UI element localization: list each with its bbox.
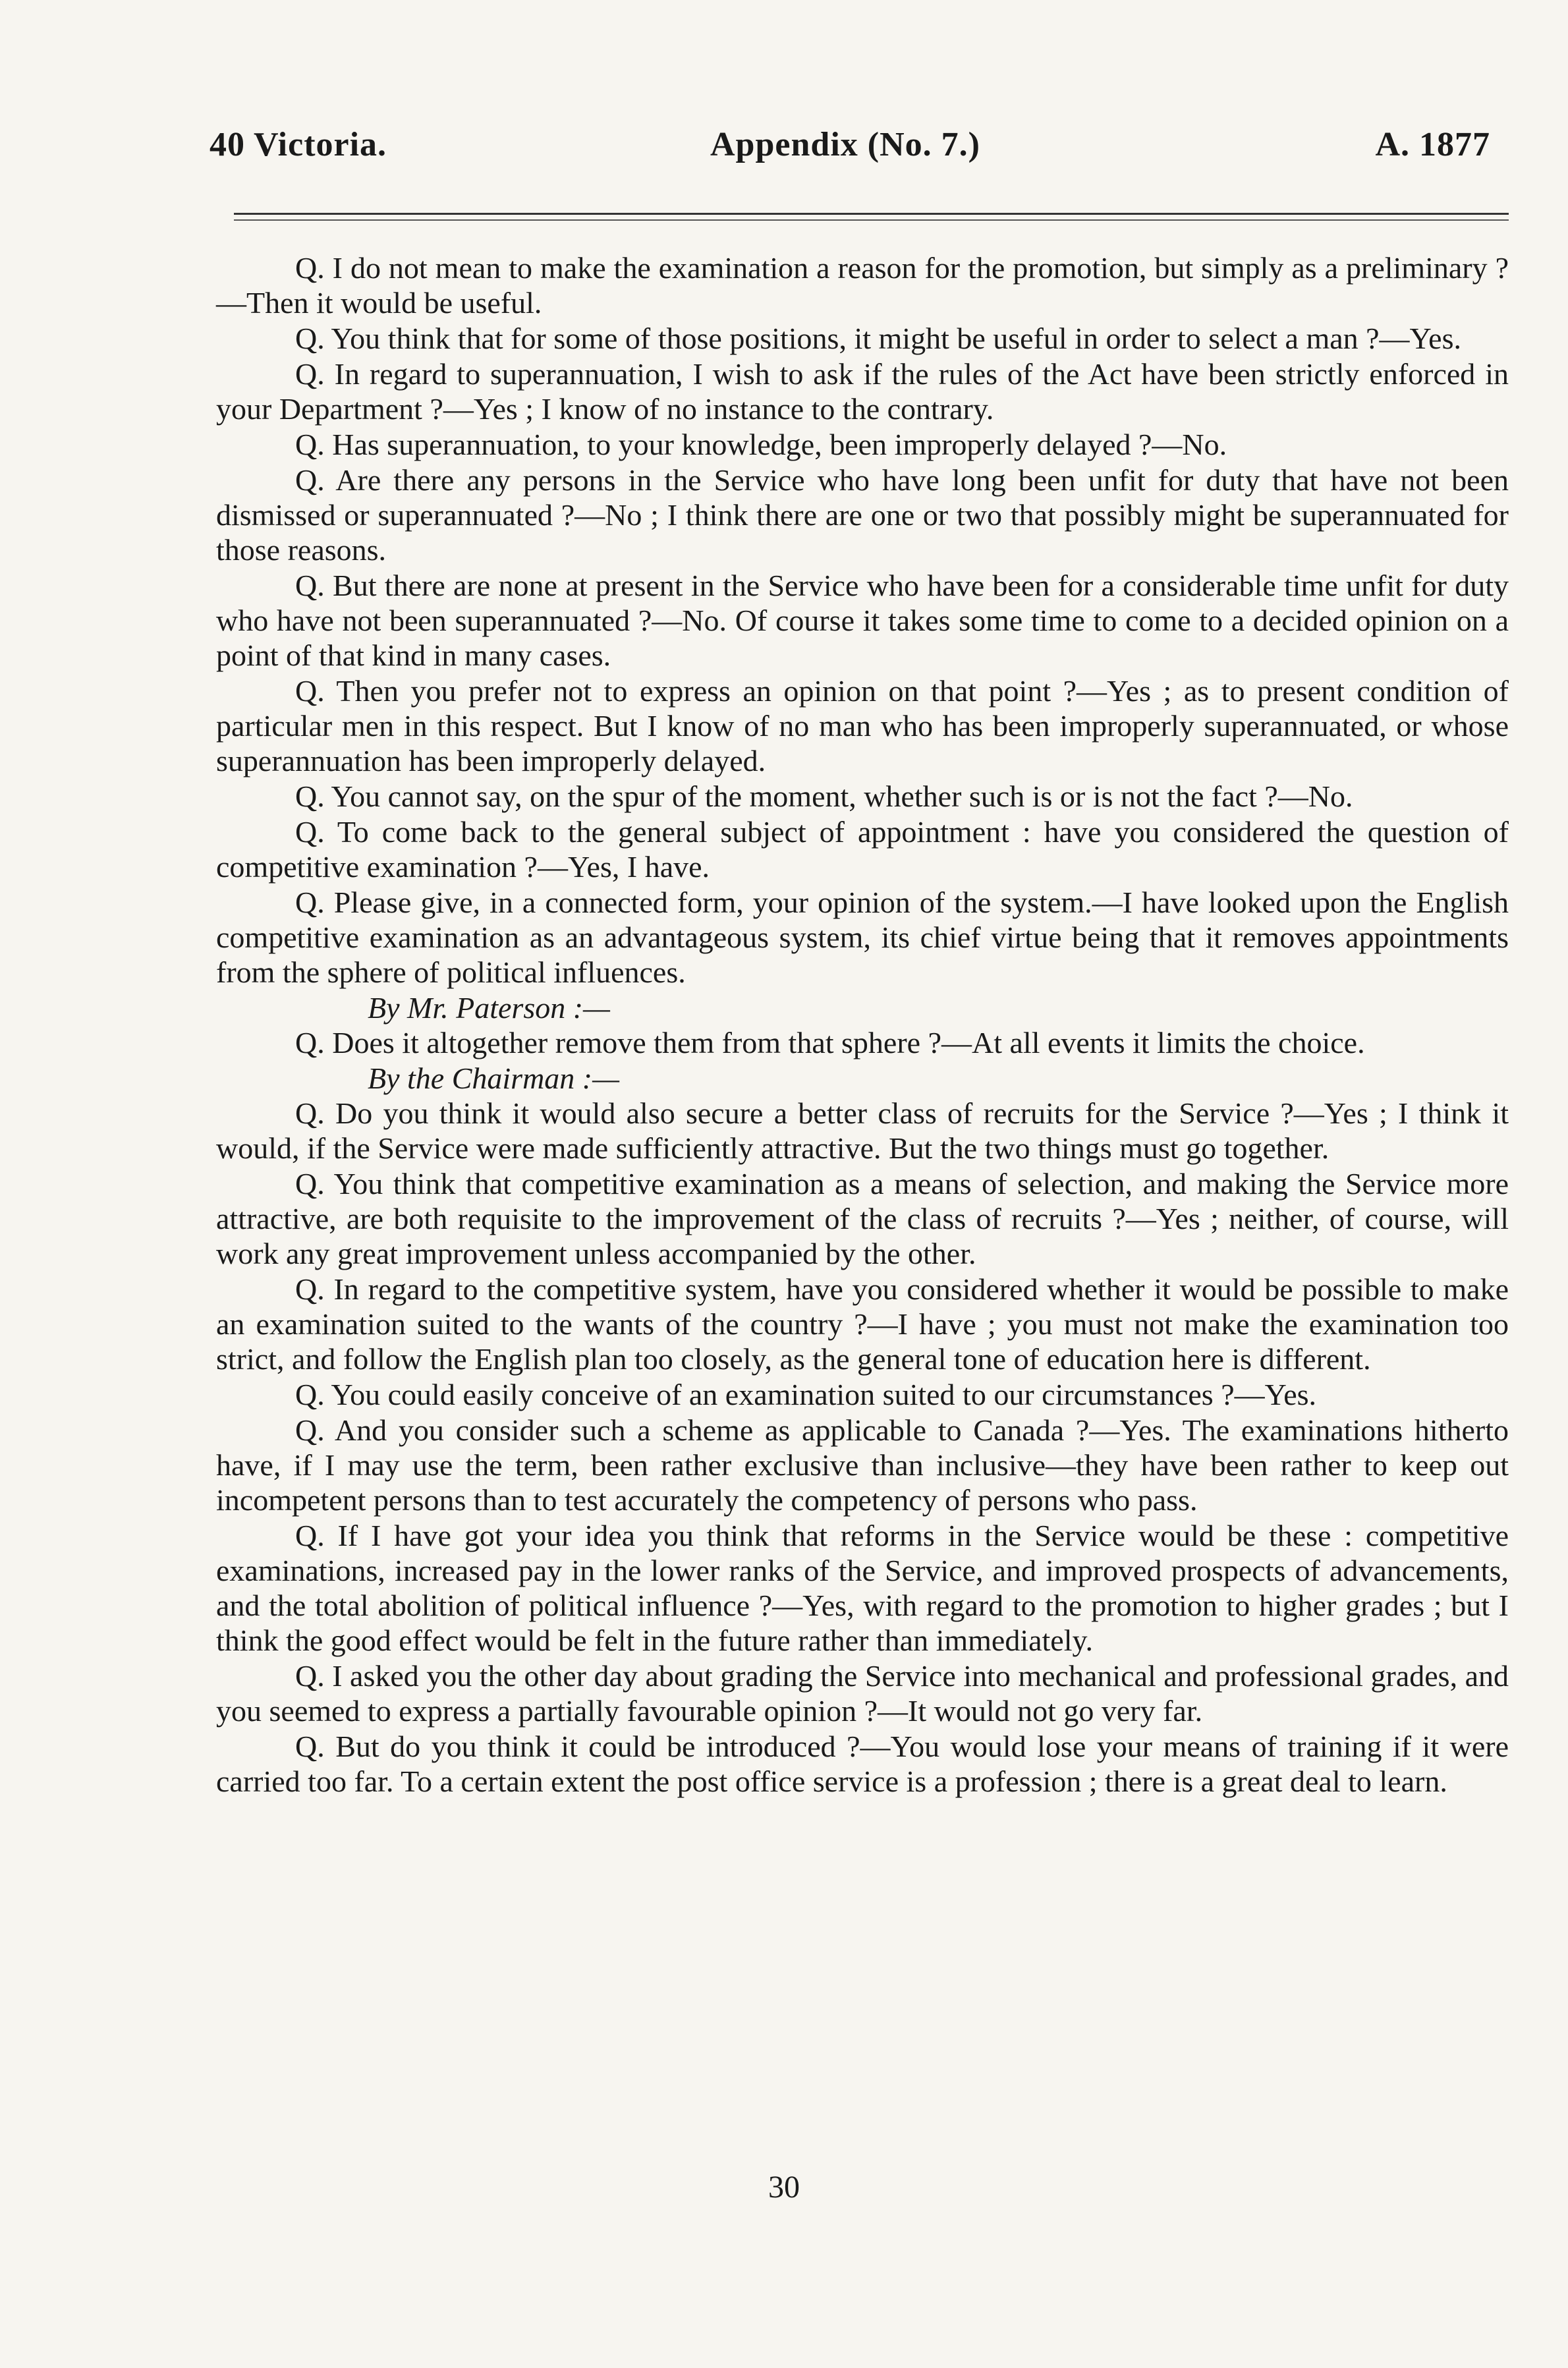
qa-paragraph: Q. Are there any persons in the Service who have long been unfit for duty that have not been dismissed or superannuated ?—No ; I think there are one or two that possibly might be superannuated for those reasons. bbox=[216, 463, 1509, 567]
qa-paragraph: Q. You think that competitive examination as a means of selection, and making the Service more attractive, are both requisite to the improvement of the class of recruits ?—Yes ; neither, of course, will work any great improvement unless accompanied by the other. bbox=[216, 1167, 1509, 1270]
header-session: 40 Victoria. bbox=[210, 126, 387, 163]
qa-paragraph: Q. But there are none at present in the Service who have been for a considerable time unfit for duty who have not been superannuated ?—No. Of course it takes some time to come to a decided opinion on a point of that kind in many cases. bbox=[216, 569, 1509, 672]
qa-paragraph: Q. You think that for some of those positions, it might be useful in order to select a man ?—Yes. bbox=[295, 322, 1461, 355]
qa-paragraph: Q. Does it altogether remove them from that sphere ?—At all events it limits the choice. bbox=[295, 1026, 1365, 1059]
qa-paragraph: Q. Do you think it would also secure a better class of recruits for the Service ?—Yes ; I think it would, if the Service were made sufficiently attractive. But the two things must go together. bbox=[216, 1096, 1509, 1165]
qa-paragraph: Q. Then you prefer not to express an opinion on that point ?—Yes ; as to present condition of particular men in this respect. But I know of no man who has been improperly superannuated, or whose superannuation has been improperly delayed. bbox=[216, 674, 1509, 777]
header-rule-thin bbox=[234, 219, 1509, 221]
qa-paragraph: Q. But do you think it could be introduced ?—You would lose your means of training if it were carried too far. To a certain extent the post office service is a profession ; there is a great deal to learn. bbox=[216, 1730, 1509, 1798]
header-year: A. 1877 bbox=[1375, 126, 1490, 163]
testimony-body bbox=[216, 250, 1509, 1799]
speaker-heading: By Mr. Paterson :— bbox=[368, 991, 610, 1025]
qa-paragraph: Q. In regard to superannuation, I wish to ask if the rules of the Act have been strictly enforced in your Department ?—Yes ; I know of no instance to the contrary. bbox=[216, 357, 1509, 426]
qa-paragraph: Q. If I have got your idea you think that reforms in the Service would be these : competitive examinations, increased pay in the lower ranks of the Service, and improved prospects of advancements, and the total abolition of political influence ?—Yes, with regard to the promotion to higher grades ; but I think the good effect would be felt in the future rather than immediately. bbox=[216, 1519, 1509, 1657]
header-rule bbox=[234, 213, 1509, 215]
running-header bbox=[210, 125, 1497, 171]
qa-paragraph: Q. To come back to the general subject of appointment : have you considered the question of competitive examination ?—Yes, I have. bbox=[216, 815, 1509, 884]
qa-paragraph: Q. I asked you the other day about grading the Service into mechanical and professional grades, and you seemed to express a partially favourable opinion ?—It would not go very far. bbox=[216, 1659, 1509, 1728]
qa-paragraph: Q. You could easily conceive of an examination suited to our circumstances ?—Yes. bbox=[295, 1378, 1317, 1411]
qa-paragraph: Q. You cannot say, on the spur of the moment, whether such is or is not the fact ?—No. bbox=[295, 779, 1353, 813]
page-number: 30 bbox=[768, 2170, 800, 2205]
qa-paragraph: Q. I do not mean to make the examination a reason for the promotion, but simply as a preliminary ?—Then it would be useful. bbox=[216, 251, 1509, 320]
qa-paragraph: Q. And you consider such a scheme as applicable to Canada ?—Yes. The examinations hitherto have, if I may use the term, been rather exclusive than inclusive—they have been rather to keep out incompetent persons than to test accurately the competency of persons who pass. bbox=[216, 1413, 1509, 1517]
speaker-heading: By the Chairman :— bbox=[368, 1061, 620, 1095]
qa-paragraph: Q. Please give, in a connected form, your opinion of the system.—I have looked upon the English competitive examination as an advantageous system, its chief virtue being that it removes appointments from the sphere of political influences. bbox=[216, 886, 1509, 989]
header-appendix: Appendix (No. 7.) bbox=[710, 126, 980, 163]
qa-paragraph: Q. In regard to the competitive system, have you considered whether it would be possible to make an examination suited to the wants of the country ?—I have ; you must not make the examination too strict, and follow the English plan too closely, as the general tone of education here is different. bbox=[216, 1272, 1509, 1376]
qa-paragraph: Q. Has superannuation, to your knowledge, been improperly delayed ?—No. bbox=[295, 428, 1227, 461]
